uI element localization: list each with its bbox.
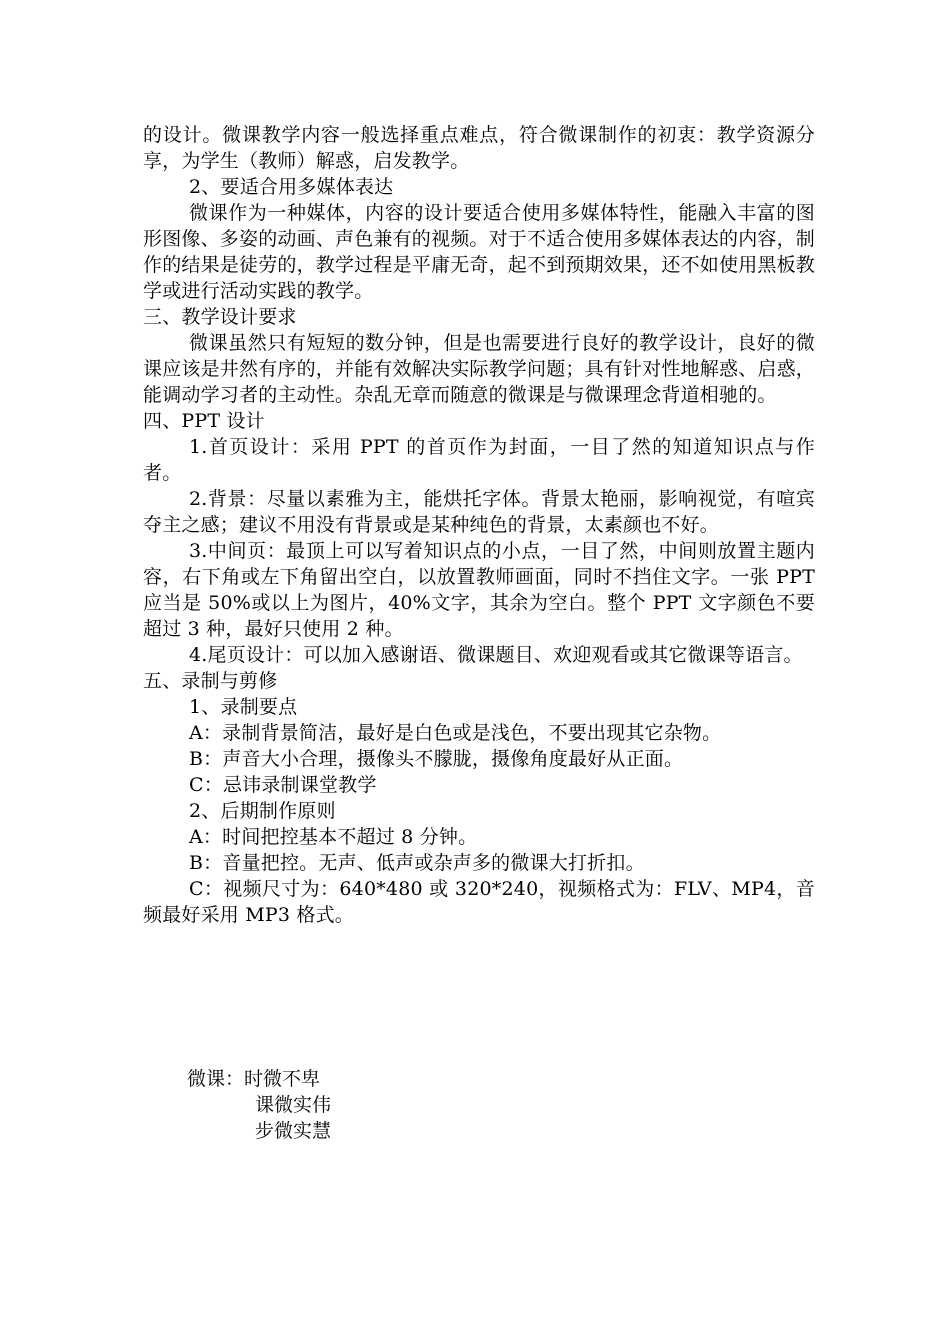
list-item-recording-b: B：声音大小合理，摄像头不朦胧，摄像角度最好从正面。 (189, 748, 684, 770)
motto-line-2: 课微实伟 (255, 1094, 332, 1116)
motto-label: 微课： (187, 1068, 245, 1090)
list-item-post-a: A：时间把控基本不超过 8 分钟。 (189, 826, 478, 848)
section-heading-recording: 五、录制与剪修 (143, 670, 278, 692)
paragraph-ppt-last-page: 4.尾页设计：可以加入感谢语、微课题目、欢迎观看或其它微课等语言。 (189, 644, 803, 666)
paragraph-teaching-design: 微课虽然只有短短的数分钟，但是也需要进行良好的教学设计，良好的微课应该是井然有序的，并能有效解决实际教学问题；具有针对性地解惑、启惑，能调动学习者的主动性。杂乱无章而随意的微课是与微课理念背道相驰的。 (143, 332, 816, 406)
motto-first-row (187, 1066, 331, 1092)
paragraph-ppt-background: 2.背景：尽量以素雅为主，能烘托字体。背景太艳丽，影响视觉，有喧宾夺主之感；建议不用没有背景或是某种纯色的背景，太素颜也不好。 (143, 488, 815, 536)
document-body (143, 122, 815, 928)
paragraph-ppt-first-page: 1.首页设计：采用 PPT 的首页作为封面，一目了然的知道知识点与作者。 (143, 436, 815, 484)
list-item-post-c: C：视频尺寸为：640*480 或 320*240，视频格式为：FLV、MP4，音频最好采用 MP3 格式。 (143, 878, 815, 926)
section-heading-ppt-design: 四、PPT 设计 (143, 410, 265, 432)
list-item-recording-c: C：忌讳录制课堂教学 (189, 774, 377, 796)
section-heading-teaching-design: 三、教学设计要求 (143, 306, 297, 328)
list-item-recording-a: A：录制背景简洁，最好是白色或是浅色，不要出现其它杂物。 (189, 722, 722, 744)
paragraph-ppt-middle-page: 3.中间页：最顶上可以写着知识点的小点，一目了然，中间则放置主题内容，右下角或左下角留出空白，以放置教师画面，同时不挡住文字。一张 PPT 应当是 50%或以上为图片，40%文字，其余为空白。整个 PPT 文字颜色不要超过 3 种，最好只使用 2 种。 (143, 540, 815, 640)
motto-line-3: 步微实慧 (255, 1120, 332, 1142)
paragraph-intro-continued: 的设计。微课教学内容一般选择重点难点，符合微课制作的初衷：教学资源分享，为学生（教师）解惑，启发教学。 (143, 124, 815, 172)
subheading-multimedia: 2、要适合用多媒体表达 (189, 176, 394, 198)
motto-block (187, 1066, 331, 1144)
subheading-recording-points: 1、录制要点 (189, 696, 298, 718)
subheading-post-production: 2、后期制作原则 (189, 800, 336, 822)
paragraph-multimedia: 微课作为一种媒体，内容的设计要适合使用多媒体特性，能融入丰富的图形图像、多姿的动画、声色兼有的视频。对于不适合使用多媒体表达的内容，制作的结果是徒劳的，教学过程是平庸无奇，起不到预期效果，还不如使用黑板教学或进行活动实践的教学。 (143, 202, 816, 302)
list-item-post-b: B：音量把控。无声、低声或杂声多的微课大打折扣。 (189, 852, 645, 874)
motto-line-1: 时微不卑 (244, 1068, 321, 1090)
